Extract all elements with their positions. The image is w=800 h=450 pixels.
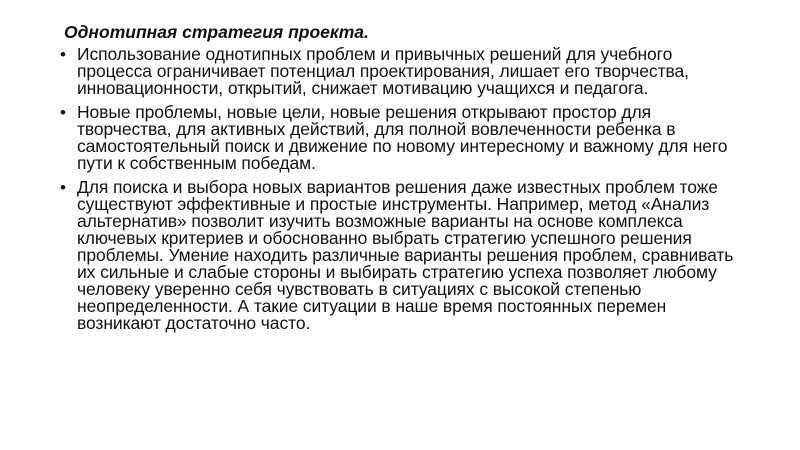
bullet-list: [59, 46, 749, 332]
slide-title: Однотипная стратегия проекта.: [64, 22, 369, 42]
bullet-item: [59, 46, 749, 97]
slide-content: [59, 22, 749, 339]
bullet-item: [59, 104, 749, 172]
bullet-dot-icon: •: [60, 178, 66, 197]
bullet-text: Использование однотипных проблем и привычных решений для учебного процесса ограничивает потенциал проектирования, лишает его творчества, инновационности, открытий, снижает мотивацию учащихся и педагога.: [77, 44, 689, 98]
bullet-text: Новые проблемы, новые цели, новые решения открывают простор для творчества, для активных действий, для полной вовлеченности ребенка в самостоятельный поиск и движение по новому интересному и важному для него пути к собственным победам.: [77, 102, 728, 173]
bullet-dot-icon: •: [60, 103, 66, 122]
bullet-item: [59, 179, 749, 332]
bullet-text: Для поиска и выбора новых вариантов решения даже известных проблем тоже существуют эффективные и простые инструменты. Например, метод «Анализ альтернатив» позволит изучить возможные варианты на основе комплекса ключевых критериев и обоснованно выбрать стратегию успешного решения проблемы. Умение находить различные варианты решения проблем, сравнивать их сильные и слабые стороны и выбирать стратегию успеха позволяет любому человеку уверенно себя чувствовать в ситуациях с высокой степенью неопределенности. А такие ситуации в наше время постоянных перемен возникают достаточно часто.: [77, 177, 734, 333]
bullet-dot-icon: •: [60, 45, 66, 64]
